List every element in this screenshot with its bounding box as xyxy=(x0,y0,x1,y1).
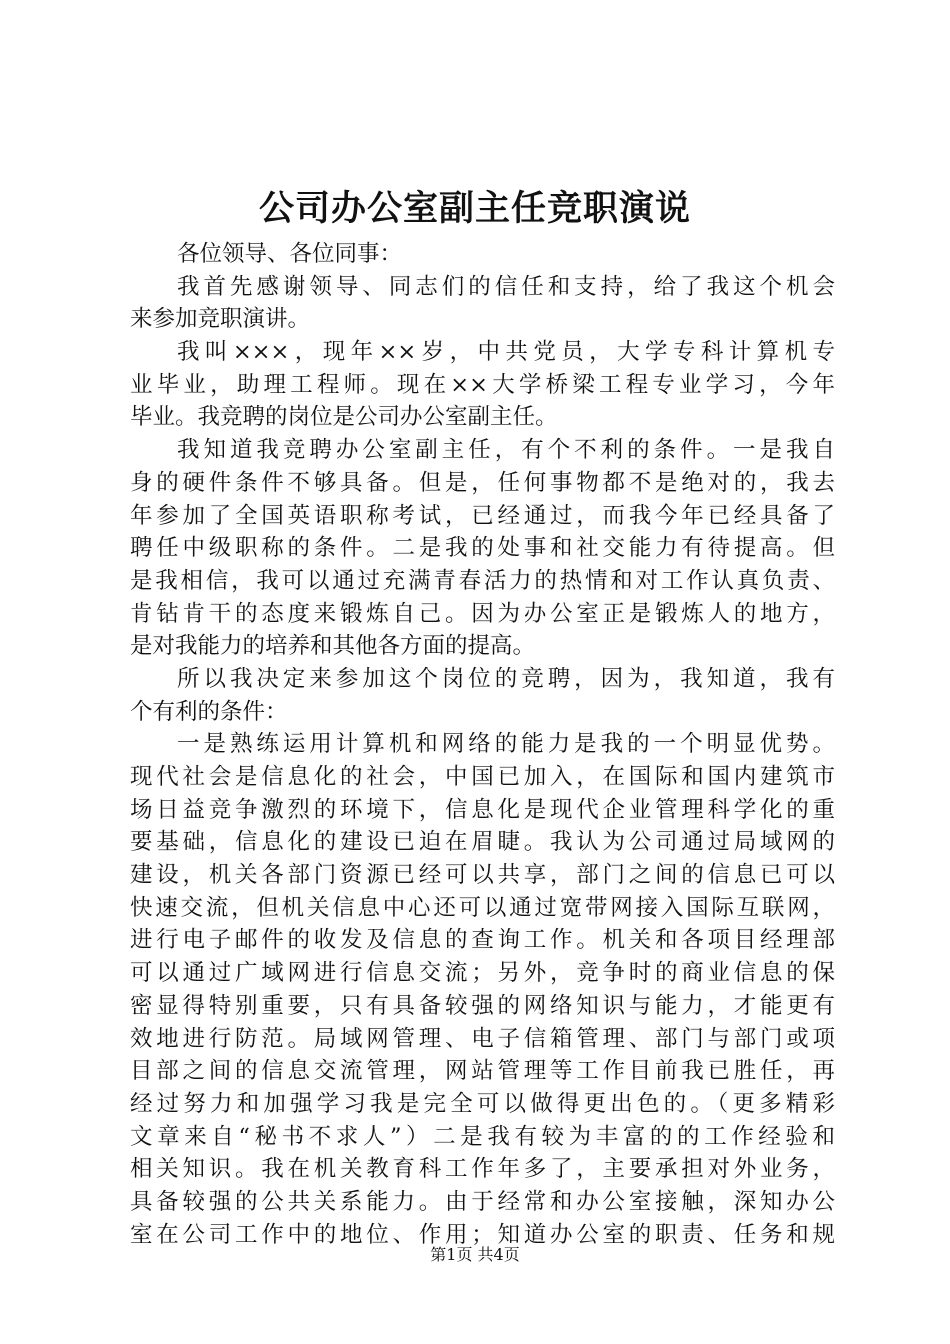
paragraph-line: 经过努力和加强学习我是完全可以做得更出色的。（更多精彩 xyxy=(130,1090,835,1117)
paragraph-line: 是对我能力的培养和其他各方面的提高。 xyxy=(130,633,536,660)
paragraph-line: 聘任中级职称的条件。二是我的处事和社交能力有待提高。但 xyxy=(130,535,835,562)
page-number-footer: 第1页 共4页 xyxy=(430,1245,520,1264)
paragraph-line: 业毕业，助理工程师。现在××大学桥梁工程专业学习，今年 xyxy=(130,371,835,398)
paragraph-line: 快速交流，但机关信息中心还可以通过宽带网接入国际互联网， xyxy=(130,894,835,921)
paragraph-line: 具备较强的公共关系能力。由于经常和办公室接触，深知办公 xyxy=(130,1188,835,1215)
paragraph-line: 目部之间的信息交流管理，网站管理等工作目前我已胜任，再 xyxy=(130,1058,835,1085)
document-body xyxy=(130,238,835,1251)
paragraph-line: 肯钻肯干的态度来锻炼自己。因为办公室正是锻炼人的地方， xyxy=(130,600,835,627)
paragraph-line: 个有利的条件： xyxy=(130,698,288,725)
paragraph-line: 现代社会是信息化的社会，中国已加入，在国际和国内建筑市 xyxy=(130,764,835,790)
paragraph-line: 是我相信，我可以通过充满青春活力的热情和对工作认真负责、 xyxy=(130,567,835,594)
paragraph-line: 室在公司工作中的地位、作用；知道办公室的职责、任务和规 xyxy=(130,1221,835,1248)
paragraph-line: 身的硬件条件不够具备。但是，任何事物都不是绝对的，我去 xyxy=(130,469,835,496)
paragraph-line: 我叫×××，现年××岁，中共党员，大学专科计算机专 xyxy=(177,339,835,366)
paragraph-line: 要基础，信息化的建设已迫在眉睫。我认为公司通过局域网的 xyxy=(130,829,835,856)
paragraph-line: 我首先感谢领导、同志们的信任和支持，给了我这个机会 xyxy=(177,273,835,300)
paragraph-line: 所以我决定来参加这个岗位的竞聘，因为，我知道，我有 xyxy=(177,665,835,692)
salutation-line: 各位领导、各位同事： xyxy=(177,241,403,267)
paragraph-line: 毕业。我竞聘的岗位是公司办公室副主任。 xyxy=(130,404,558,431)
paragraph-line: 相关知识。我在机关教育科工作年多了，主要承担对外业务， xyxy=(130,1156,835,1183)
paragraph-line: 一是熟练运用计算机和网络的能力是我的一个明显优势。 xyxy=(177,731,835,758)
paragraph-line: 进行电子邮件的收发及信息的查询工作。机关和各项目经理部 xyxy=(130,927,835,954)
document-title: 公司办公室副主任竞职演说 xyxy=(258,188,691,229)
paragraph-line: 可以通过广域网进行信息交流；另外，竞争时的商业信息的保 xyxy=(130,960,835,987)
paragraph-line: 效地进行防范。局域网管理、电子信箱管理、部门与部门或项 xyxy=(130,1025,835,1052)
paragraph-line: 来参加竞职演讲。 xyxy=(130,306,311,333)
paragraph-line: 密显得特别重要，只有具备较强的网络知识与能力，才能更有 xyxy=(130,992,835,1019)
paragraph-line: 场日益竞争激烈的环境下，信息化是现代企业管理科学化的重 xyxy=(130,796,835,823)
paragraph-line: 年参加了全国英语职称考试，已经通过，而我今年已经具备了 xyxy=(130,502,835,529)
paragraph-line: 我知道我竞聘办公室副主任，有个不利的条件。一是我自 xyxy=(177,437,835,464)
paragraph-line: 建设，机关各部门资源已经可以共享，部门之间的信息已可以 xyxy=(130,862,835,889)
paragraph-line: 文章来自“秘书不求人”）二是我有较为丰富的的工作经验和 xyxy=(130,1123,835,1150)
